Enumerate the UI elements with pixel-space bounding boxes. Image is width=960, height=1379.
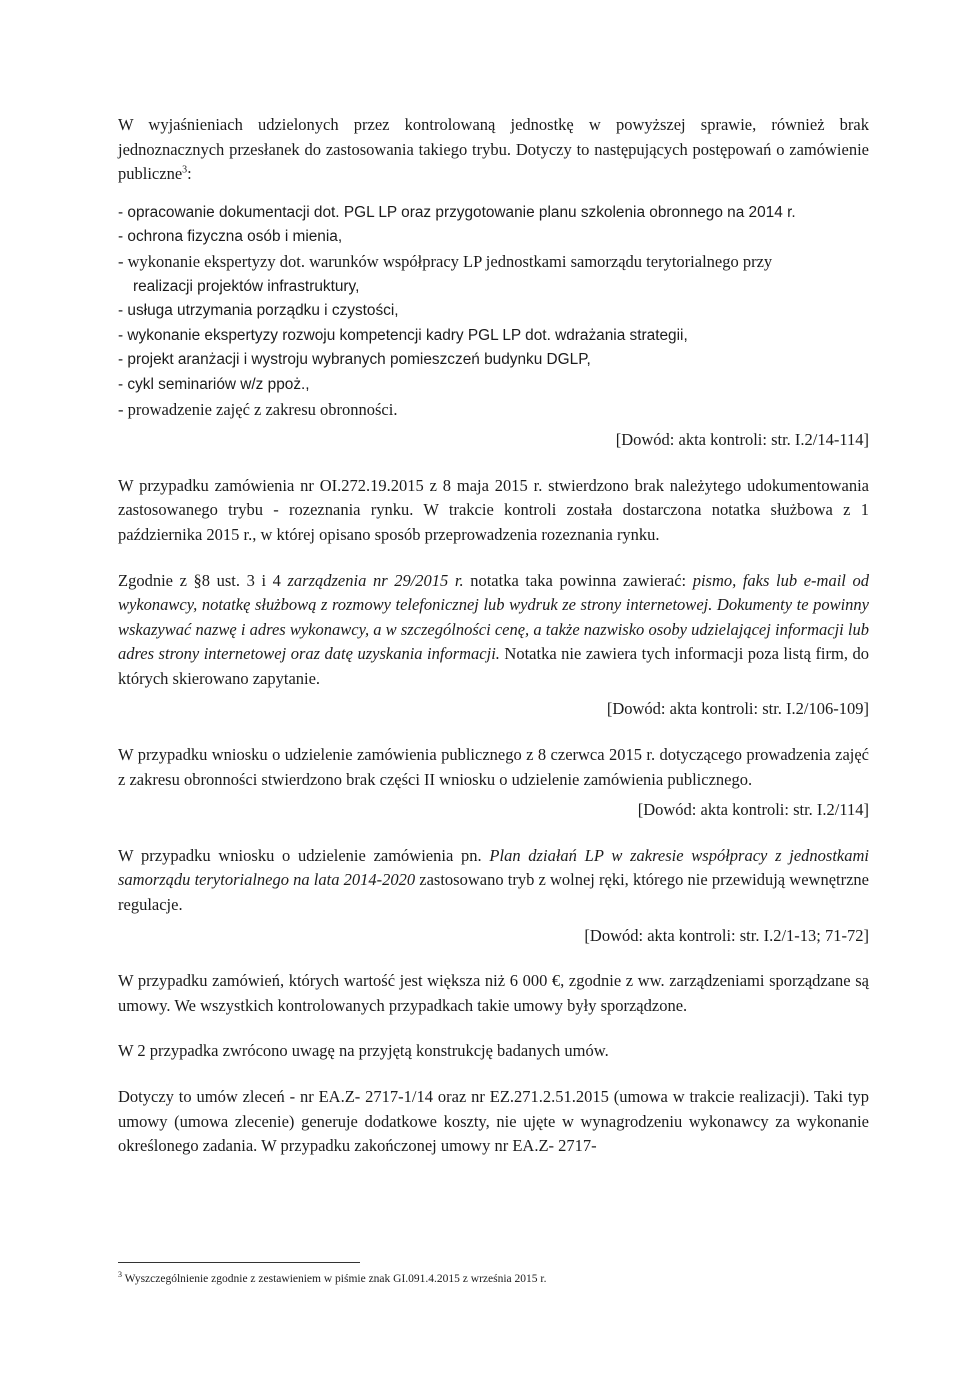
footnote-mark: 3 [118,1270,122,1280]
list-item: - wykonanie ekspertyzy rozwoju kompetencji kadry PGL LP dot. wdrażania strategii, [118,326,688,344]
body-paragraph: W przypadku zamówień, których wartość jest większa niż 6 000 €, zgodnie z ww. zarządzeniami sporządzane są umowy. We wszystkich kontrolowanych przypadkach takie umowy były sporządzone. [118,971,869,1015]
body-paragraph: Zgodnie z §8 ust. 3 i 4 zarządzenia nr 29/2015 r. notatka taka powinna zawierać: pismo, faks lub e-mail od wykonawcy, notatkę służbową z rozmowy telefonicznej lub wydruk ze strony internetowej. Dokumenty te powinny wskazywać nazwę i adres wykonawcy, a w szczególności cenę, a także nazwisko osoby udzielającej informacji lub adres strony internetowej oraz datę uzyskania informacji. Notatka nie zawiera tych informacji poza listą firm, do których skierowano zapytanie. [118,570,869,688]
regulation-reference: zarządzenia nr 29/2015 r. [287,570,464,590]
footnote-reference[interactable]: 3 [182,164,188,176]
list-item-continuation: realizacji projektów infrastruktury, [133,277,360,295]
procedures-list [118,201,869,422]
plan-title: Plan działań LP w zakresie współpracy z jednostkami samorządu terytorialnego na lata 2014-2020 [118,845,869,890]
footnote [118,1271,869,1287]
list-item: - wykonanie ekspertyzy dot. warunków współpracy LP jednostkami samorządu terytorialnego przy [118,251,773,271]
list-item: - usługa utrzymania porządku i czystości, [118,302,399,320]
document-page [118,113,869,1159]
list-item: - opracowanie dokumentacji dot. PGL LP oraz przygotowanie planu szkolenia obronnego na 2014 r. [118,203,796,221]
quoted-requirements: pismo, faks lub e-mail od wykonawcy, notatkę służbową z rozmowy telefonicznej lub wydruk ze strony internetowej. Dokumenty te powinny wskazywać nazwę i adres wykonawcy, a w szczególności cenę, a także nazwisko osoby udzielającej informacji lub adres strony internetowej oraz datę uzyskania informacji. [118,570,869,664]
body-paragraph: W 2 przypadka zwrócono uwagę na przyjętą konstrukcję badanych umów. [118,1041,609,1061]
list-item: - projekt aranżacji i wystroju wybranych pomieszczeń budynku DGLP, [118,351,591,369]
intro-paragraph: W wyjaśnieniach udzielonych przez kontrolowaną jednostkę w powyższej sprawie, również brak jednoznacznych przesłanek do zastosowania takiego trybu. Dotyczy to następujących postępowań o zamówienie publiczne$^3$: [118,115,869,184]
evidence-reference: [Dowód: akta kontroli: str. I.2/14-114] [615,430,869,450]
evidence-reference: [Dowód: akta kontroli: str. I.2/1-13; 71-72] [584,925,869,945]
evidence-reference: [Dowód: akta kontroli: str. I.2/106-109] [606,699,869,719]
body-paragraph: W przypadku wniosku o udzielenie zamówienia publicznego z 8 czerwca 2015 r. dotyczącego prowadzenia zajęć z zakresu obronności stwierdzono brak części II wniosku o udzielenie zamówienia publicznego. [118,745,869,789]
footnote-divider [118,1262,360,1263]
list-item: - cykl seminariów w/z ppoż., [118,375,310,393]
body-paragraph: W przypadku wniosku o udzielenie zamówienia pn. Plan działań LP w zakresie współpracy z jednostkami samorządu terytorialnego na lata 2014-2020 zastosowano tryb z wolnej ręki, którego nie przewidują wewnętrzne regulacje. [118,845,869,915]
body-paragraph: W przypadku zamówienia nr OI.272.19.2015 z 8 maja 2015 r. stwierdzono brak należytego udokumentowania zastosowanego trybu - rozeznania rynku. W trakcie kontroli została dostarczona notatka służbowa z 1 października 2015 r., w której opisano sposób przeprowadzenia rozeznania rynku. [118,475,869,544]
footnote-text: Wyszczególnienie zgodnie z zestawieniem w piśmie znak GI.091.4.2015 z września 2015 r. [122,1273,547,1285]
list-item: - ochrona fizyczna osób i mienia, [118,228,343,246]
body-paragraph: Dotyczy to umów zleceń - nr EA.Z- 2717-1/14 oraz nr EZ.271.2.51.2015 (umowa w trakcie realizacji). Taki typ umowy (umowa zlecenie) generuje dodatkowe koszty, nie ujęte w wynagrodzeniu wykonawcy za wykonanie określonego zadania. W przypadku zakończonej umowy nr EA.Z- 2717- [118,1087,869,1156]
evidence-reference: [Dowód: akta kontroli: str. I.2/114] [637,800,869,820]
list-item: - prowadzenie zajęć z zakresu obronności. [118,399,398,419]
